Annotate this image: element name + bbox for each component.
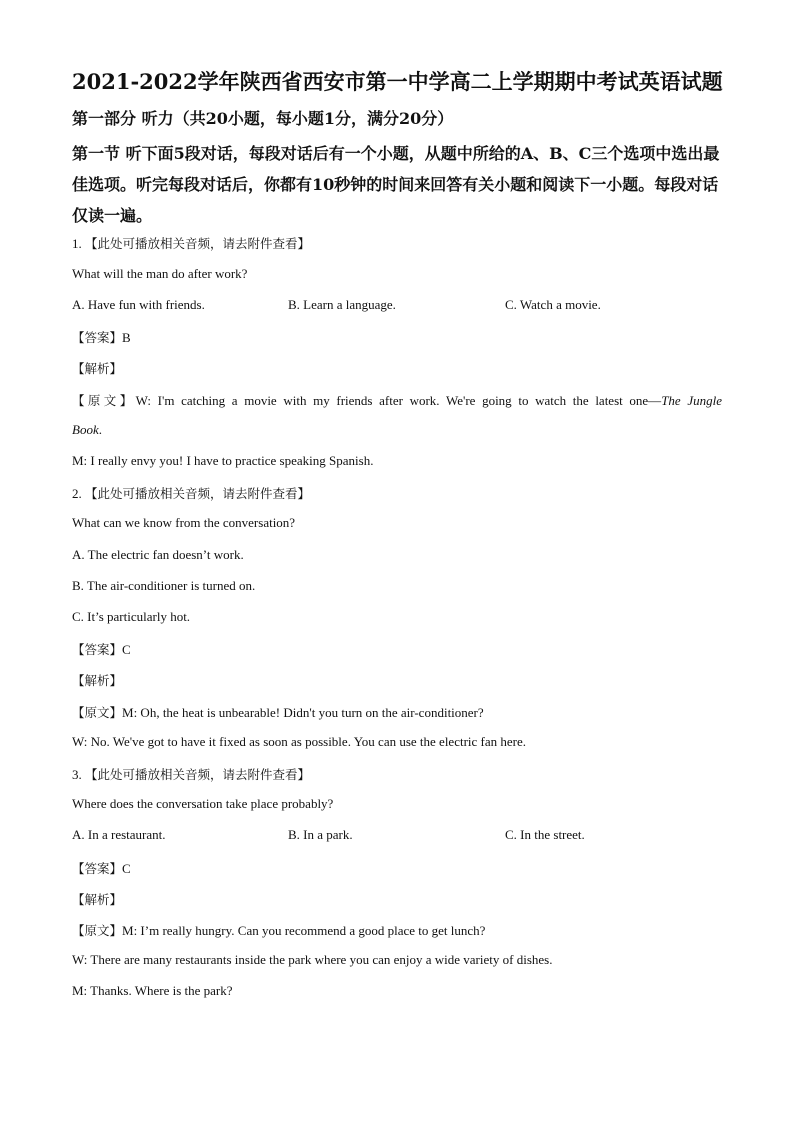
answer-value: C [122, 861, 131, 876]
answer-label: 【答案】 [72, 642, 123, 657]
question-1-option-b: B. Learn a language. [288, 297, 396, 312]
question-3-header [72, 765, 310, 783]
question-1-option-a: A. Have fun with friends. [72, 297, 205, 312]
question-1-transcript-line-3: M: I really envy you! I have to practice speaking Spanish. [72, 453, 374, 468]
question-number: 3. [72, 767, 82, 782]
question-2-option-c: C. It’s particularly hot. [72, 609, 191, 624]
question-2-option-a: A. The electric fan doesn’t work. [72, 547, 244, 562]
question-3-option-a: A. In a restaurant. [72, 827, 166, 842]
question-1-transcript-line-1 [72, 391, 722, 409]
answer-label: 【答案】 [72, 861, 123, 876]
question-number: 2. [72, 486, 82, 501]
question-1-option-c: C. Watch a movie. [505, 297, 601, 312]
question-1-analysis-label: 【解析】 [72, 361, 123, 376]
question-2-answer [72, 640, 131, 658]
question-1-header [72, 234, 310, 252]
question-3-answer [72, 859, 131, 877]
question-2-analysis-label: 【解析】 [72, 673, 123, 688]
answer-value: C [122, 642, 131, 657]
transcript-text: W: I'm catching a movie with my friends after work. We're going to watch the latest one— [135, 393, 662, 408]
audio-note[interactable]: 【此处可播放相关音频，请去附件查看】 [85, 236, 311, 251]
transcript-italic: The Jungle [661, 393, 722, 408]
question-1-text: What will the man do after work? [72, 266, 248, 281]
question-3-transcript-line-1 [72, 921, 485, 939]
question-3-transcript-line-2: W: There are many restaurants inside the park where you can enjoy a wide variety of dishes. [72, 952, 553, 967]
question-2-transcript-line-2: W: No. We've got to have it fixed as soon as possible. You can use the electric fan here. [72, 734, 527, 749]
transcript-text: M: I’m really hungry. Can you recommend a good place to get lunch? [122, 923, 486, 938]
question-2-text: What can we know from the conversation? [72, 515, 296, 530]
question-number: 1. [72, 236, 82, 251]
question-1-answer [72, 328, 131, 346]
section-instructions: 第一节 听下面5段对话，每段对话后有一个小题，从题中所给的A、B、C三个选项中选出最佳选项。听完每段对话后，你都有10秒钟的时间来回答有关小题和阅读下一小题。每段对话仅读一遍。 [72, 144, 720, 225]
question-2-option-b: B. The air-conditioner is turned on. [72, 578, 256, 593]
original-label: 【原文】 [72, 923, 123, 938]
audio-note[interactable]: 【此处可播放相关音频，请去附件查看】 [85, 767, 311, 782]
question-3-text: Where does the conversation take place probably? [72, 796, 334, 811]
question-1-transcript-line-2 [72, 422, 102, 438]
part-heading: 第一部分 听力（共20小题，每小题1分，满分20分） [72, 109, 454, 128]
answer-label: 【答案】 [72, 330, 123, 345]
document-title: 2021-2022学年陕西省西安市第一中学高二上学期期中考试英语试题 [72, 69, 723, 94]
question-2-header [72, 484, 310, 502]
question-3-option-b: B. In a park. [288, 827, 353, 842]
audio-note[interactable]: 【此处可播放相关音频，请去附件查看】 [85, 486, 311, 501]
question-3-analysis-label: 【解析】 [72, 892, 123, 907]
transcript-italic: Book [72, 422, 99, 437]
original-label: 【原文】 [72, 393, 136, 408]
transcript-text: . [98, 422, 102, 437]
transcript-text: M: Oh, the heat is unbearable! Didn't you turn on the air-conditioner? [122, 705, 484, 720]
answer-value: B [122, 330, 131, 345]
question-3-transcript-line-3: M: Thanks. Where is the park? [72, 983, 233, 998]
question-2-transcript-line-1 [72, 703, 484, 721]
original-label: 【原文】 [72, 705, 123, 720]
question-3-option-c: C. In the street. [505, 827, 585, 842]
